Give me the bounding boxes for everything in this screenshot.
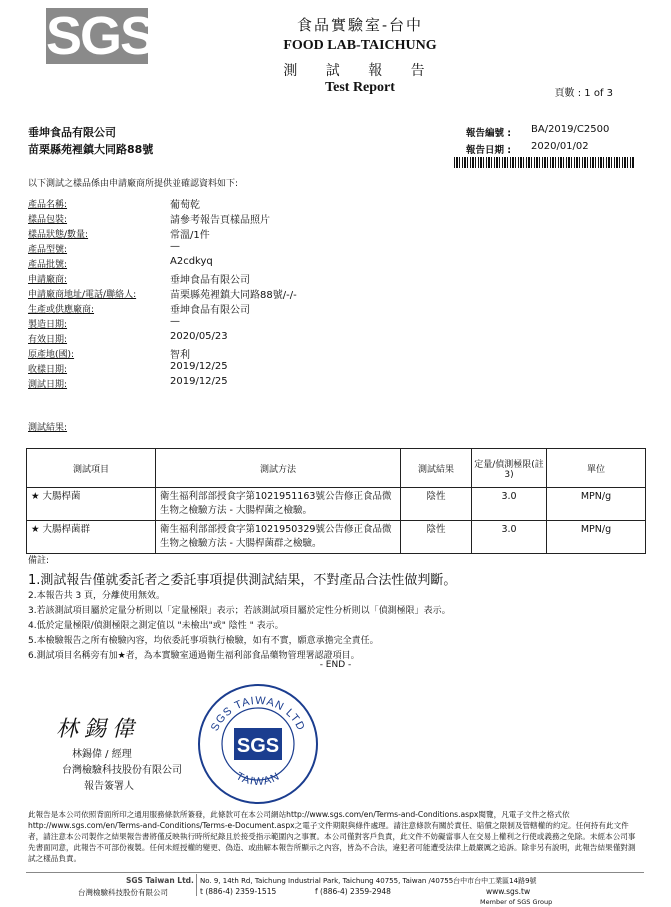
note-item: 4.低於定量極限/偵測極限之測定值以 "未檢出"或" 陰性 " 表示。 [28, 621, 284, 631]
note-item: 3.若該測試項目屬於定量分析則以「定量極限」表示；若該測試項目屬於定性分析則以「偵測極限」表示。 [28, 606, 451, 616]
header-item: 測試項目 [27, 449, 156, 488]
report-no-label: 報告編號 : [466, 128, 512, 139]
row-limit: 3.0 [472, 488, 547, 521]
field-label: 申請廠商: [28, 275, 68, 285]
footer-separator [196, 874, 197, 896]
row-unit: MPN/g [547, 521, 646, 554]
report-date-value: 2020/01/02 [531, 141, 589, 152]
sgs-logo: SGS [46, 6, 155, 66]
results-header-row [27, 449, 646, 488]
field-value: 苗栗縣苑裡鎮大同路88號/-/- [170, 290, 297, 301]
results-table [26, 448, 646, 554]
header-unit: 單位 [547, 449, 646, 488]
handwritten-signature: 林錫偉 [56, 717, 141, 742]
header-result: 測試結果 [401, 449, 472, 488]
header-method: 測試方法 [156, 449, 401, 488]
end-marker: - END - [319, 660, 352, 670]
seal-bottom-text: TAIWAN [233, 770, 283, 789]
field-value: 葡萄乾 [170, 200, 200, 211]
field-label: 樣品包裝: [28, 215, 68, 225]
footer-divider [26, 872, 644, 873]
field-value: — [170, 241, 180, 252]
results-title: 測試結果: [28, 423, 68, 433]
page-number: 頁數 : 1 of 3 [554, 88, 613, 99]
field-value: 垂坤食品有限公司 [170, 275, 250, 286]
field-label: 申請廠商地址/電話/聯絡人: [28, 290, 137, 300]
row-result: 陰性 [401, 521, 472, 554]
note-item: 1.測試報告僅就委託者之委託事項提供測試結果，不對產品合法性做判斷。 [28, 573, 457, 588]
table-row [27, 488, 646, 521]
client-address: 苗栗縣苑裡鎮大同路88號 [28, 143, 154, 156]
footer-fax: f (886-4) 2359-2948 [315, 887, 391, 896]
footer-company-en: SGS Taiwan Ltd. [126, 876, 194, 885]
field-value: 2019/12/25 [170, 376, 228, 387]
report-date-label: 報告日期 : [466, 145, 512, 156]
row-result: 陰性 [401, 488, 472, 521]
field-value: 2020/05/23 [170, 331, 228, 342]
footer-tel: t (886-4) 2359-1515 [200, 887, 277, 896]
row-unit: MPN/g [547, 488, 646, 521]
client-name: 垂坤食品有限公司 [28, 126, 116, 139]
barcode [454, 157, 634, 168]
note-item: 5.本檢驗報告之所有檢驗內容，均依委託事項執行檢驗，如有不實，願意承擔完全責任。 [28, 636, 379, 646]
field-value: A2cdkyq [170, 256, 213, 267]
footer-member: Member of SGS Group [480, 898, 553, 906]
signer-role: 報告簽署人 [84, 781, 134, 792]
row-item: ★ 大腸桿菌 [27, 488, 156, 521]
row-method: 衛生福利部部授食字第1021950329號公告修正食品微生物之檢驗方法 - 大腸桿菌群之檢驗。 [156, 521, 401, 554]
report-title-en: Test Report [325, 80, 395, 95]
header-limit: 定量/偵測極限(註3) [472, 449, 547, 488]
field-label: 生產或供應廠商: [28, 305, 95, 315]
footer-address: No. 9, 14th Rd, Taichung Industrial Park, Taichung 40755, Taiwan /40755台中市台中工業區14路9號 [200, 877, 537, 885]
row-method: 衛生福利部部授食字第1021951163號公告修正食品微生物之檢驗方法 - 大腸桿菌之檢驗。 [156, 488, 401, 521]
note-item: 6.測試項目名稱旁有加★者，為本實驗室通過衛生福利部食品藥物管理署認證項目。 [28, 651, 360, 661]
signer-name-title: 林錫偉 / 經理 [72, 749, 132, 760]
field-label: 製造日期: [28, 320, 68, 330]
lab-name-en: FOOD LAB-TAICHUNG [283, 38, 437, 53]
field-label: 有效日期: [28, 335, 68, 345]
field-label: 樣品狀態/數量: [28, 230, 89, 240]
field-label: 產品名稱: [28, 200, 68, 210]
seal-center-text: SGS [236, 735, 280, 757]
footer-web: www.sgs.tw [486, 887, 531, 896]
note-item: 2.本報告共 3 頁，分離使用無效。 [28, 591, 166, 601]
disclaimer-text: 此報告是本公司依照背面所印之通用服務條款所簽發，此條款可在本公司網站http://www.sgs.com/en/Terms-and-Conditions.aspx閱覽，凡電子文件之格式依http://www.sgs.com/en/Terms-and-Conditions/Terms-e-Document.aspx之電子文件期限與條件處理。請注意條款有關於責任、賠償之限制及管轄權的約定。任何持有此文件者，請注意本公司製作之結果報告書將僅反映執行時所紀錄且於接受指示範圍內之事實。本公司僅對客戶負責，此文件不妨礙當事人在交易上權利之行使或義務之免除。未經本公司事先書面同意，此報告不可部份複製。任何未經授權的變更、偽造、或曲解本報告所顯示之內容，皆為不合法，違犯者可能遭受法律上最嚴厲之追訴。除非另有說明，此報告結果僅對測試之樣品負責。 [28, 810, 636, 863]
report-title-zh: 測 試 報 告 [283, 63, 437, 79]
field-value: 智利 [170, 350, 190, 361]
field-label: 產品型號: [28, 245, 68, 255]
row-item: ★ 大腸桿菌群 [27, 521, 156, 554]
field-label: 收樣日期: [28, 365, 68, 375]
signer-company: 台灣檢驗科技股份有限公司 [62, 765, 182, 776]
notes-label: 備註: [28, 556, 50, 566]
field-value: 請參考報告頁樣品照片 [170, 215, 270, 226]
svg-text:TAIWAN [234, 770, 282, 788]
seal-top-text: SGS TAIWAN LTD [208, 694, 308, 734]
row-limit: 3.0 [472, 521, 547, 554]
field-label: 測試日期: [28, 380, 68, 390]
table-row [27, 521, 646, 554]
lab-name-zh: 食品實驗室-台中 [296, 16, 424, 34]
field-label: 原產地(國): [28, 350, 75, 360]
intro-text: 以下測試之樣品係由申請廠商所提供並確認資料如下: [28, 179, 239, 189]
sgs-taiwan-seal [196, 682, 320, 806]
footer-company-zh: 台灣檢驗科技股份有限公司 [78, 888, 168, 897]
field-value: 垂坤食品有限公司 [170, 305, 250, 316]
field-value: 2019/12/25 [170, 361, 228, 372]
report-no-value: BA/2019/C2500 [531, 124, 610, 135]
field-value: 常溫/1件 [170, 230, 210, 241]
field-value: — [170, 316, 180, 327]
field-label: 產品批號: [28, 260, 68, 270]
svg-text:SGS TAIWAN LTD [209, 695, 307, 733]
